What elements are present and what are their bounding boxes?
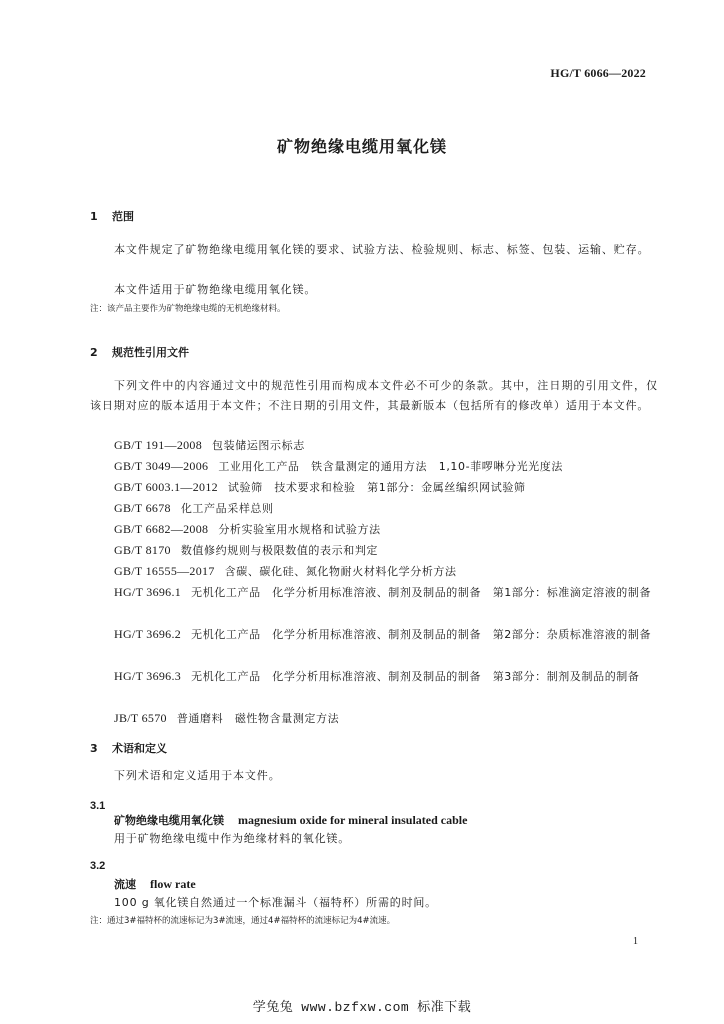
- document-title: 矿物绝缘电缆用氧化镁: [276, 137, 447, 156]
- reference-title: 普通磨料 磁性物含量测定方法: [176, 712, 340, 725]
- term-chinese: 矿物绝缘电缆用氧化镁: [114, 814, 224, 827]
- reference-code: GB/T 3049—2006: [114, 459, 209, 473]
- reference-item: [90, 498, 658, 519]
- section-1-heading: [90, 208, 134, 224]
- footer-tagline: 标准下载: [417, 1000, 472, 1015]
- site-footer: [0, 996, 724, 1015]
- scope-paragraph: 本文件规定了矿物绝缘电缆用氧化镁的要求、试验方法、检验规则、标志、标签、包装、运输、贮存。: [114, 243, 650, 256]
- reference-item: [90, 540, 658, 561]
- reference-title: 无机化工产品 化学分析用标准溶液、制剂及制品的制备 第1部分：标准滴定溶液的制备: [191, 586, 652, 599]
- references-intro: 下列文件中的内容通过文中的规范性引用而构成本文件必不可少的条款。其中，注日期的引用文件，仅该日期对应的版本适用于本文件；不注日期的引用文件，其最新版本（包括所有的修改单）适用于本文件。: [90, 379, 658, 412]
- reference-code: GB/T 6003.1—2012: [114, 480, 218, 494]
- reference-item: [90, 708, 658, 729]
- reference-code: HG/T 3696.1: [114, 585, 182, 599]
- reference-code: GB/T 16555—2017: [114, 564, 215, 578]
- reference-item: [90, 624, 658, 645]
- reference-item: [90, 582, 658, 603]
- term-definition: 100 g 氧化镁自然通过一个标准漏斗（福特杯）所需的时间。: [114, 896, 437, 909]
- reference-title: 化工产品采样总则: [180, 502, 274, 515]
- reference-title: 含碳、碳化硅、氮化物耐火材料化学分析方法: [224, 565, 457, 578]
- reference-code: GB/T 6682—2008: [114, 522, 209, 536]
- reference-title: 工业用化工产品 铁含量测定的通用方法 1,10-菲啰啉分光光度法: [218, 460, 563, 473]
- reference-item: [90, 666, 658, 687]
- reference-code: HG/T 3696.3: [114, 669, 182, 683]
- term-entry: [114, 876, 196, 892]
- reference-title: 试验筛 技术要求和检验 第1部分：金属丝编织网试验筛: [227, 481, 526, 494]
- term-entry: [114, 812, 467, 828]
- term-definition: 用于矿物绝缘电缆中作为绝缘材料的氧化镁。: [114, 832, 350, 845]
- standard-code: HG/T 6066—2022: [550, 66, 646, 80]
- reference-code: GB/T 191—2008: [114, 438, 203, 452]
- section-title: 范围: [112, 210, 134, 223]
- section-number: 1: [90, 210, 98, 223]
- section-3-heading: [90, 740, 167, 756]
- reference-code: JB/T 6570: [114, 711, 167, 725]
- reference-title: 包装储运图示标志: [212, 439, 305, 452]
- footer-url[interactable]: www.bzfxw.com: [301, 1000, 410, 1015]
- reference-item: [90, 477, 658, 498]
- reference-title: 分析实验室用水规格和试验方法: [218, 523, 381, 536]
- scope-note: 注：该产品主要作为矿物绝缘电缆的无机绝缘材料。: [90, 304, 286, 314]
- term-number: 3.1: [90, 800, 106, 812]
- section-2-heading: [90, 344, 189, 360]
- section-number: 2: [90, 346, 98, 359]
- reference-code: HG/T 3696.2: [114, 627, 182, 641]
- reference-title: 无机化工产品 化学分析用标准溶液、制剂及制品的制备 第2部分：杂质标准溶液的制备: [191, 628, 652, 641]
- term-note: 注：通过3#福特杯的流速标记为3#流速，通过4#福特杯的流速标记为4#流速。: [90, 916, 396, 926]
- reference-item: [90, 435, 658, 456]
- reference-title: 无机化工产品 化学分析用标准溶液、制剂及制品的制备 第3部分：制剂及制品的制备: [191, 670, 640, 683]
- reference-code: GB/T 6678: [114, 501, 171, 515]
- reference-item: [90, 456, 658, 477]
- reference-item: [90, 519, 658, 540]
- section-number: 3: [90, 742, 98, 755]
- section-title: 术语和定义: [112, 742, 167, 755]
- term-number: 3.2: [90, 860, 106, 872]
- footer-site-name: 学兔兔: [252, 1000, 294, 1015]
- page-number: 1: [633, 936, 638, 947]
- terms-intro: 下列术语和定义适用于本文件。: [114, 769, 281, 782]
- scope-applicability: 本文件适用于矿物绝缘电缆用氧化镁。: [114, 283, 317, 296]
- term-chinese: 流速: [114, 878, 136, 891]
- term-english: flow rate: [150, 877, 196, 891]
- section-title: 规范性引用文件: [112, 346, 189, 359]
- term-english: magnesium oxide for mineral insulated cable: [238, 813, 468, 827]
- reference-title: 数值修约规则与极限数值的表示和判定: [180, 544, 379, 557]
- reference-item: [90, 561, 658, 582]
- reference-code: GB/T 8170: [114, 543, 171, 557]
